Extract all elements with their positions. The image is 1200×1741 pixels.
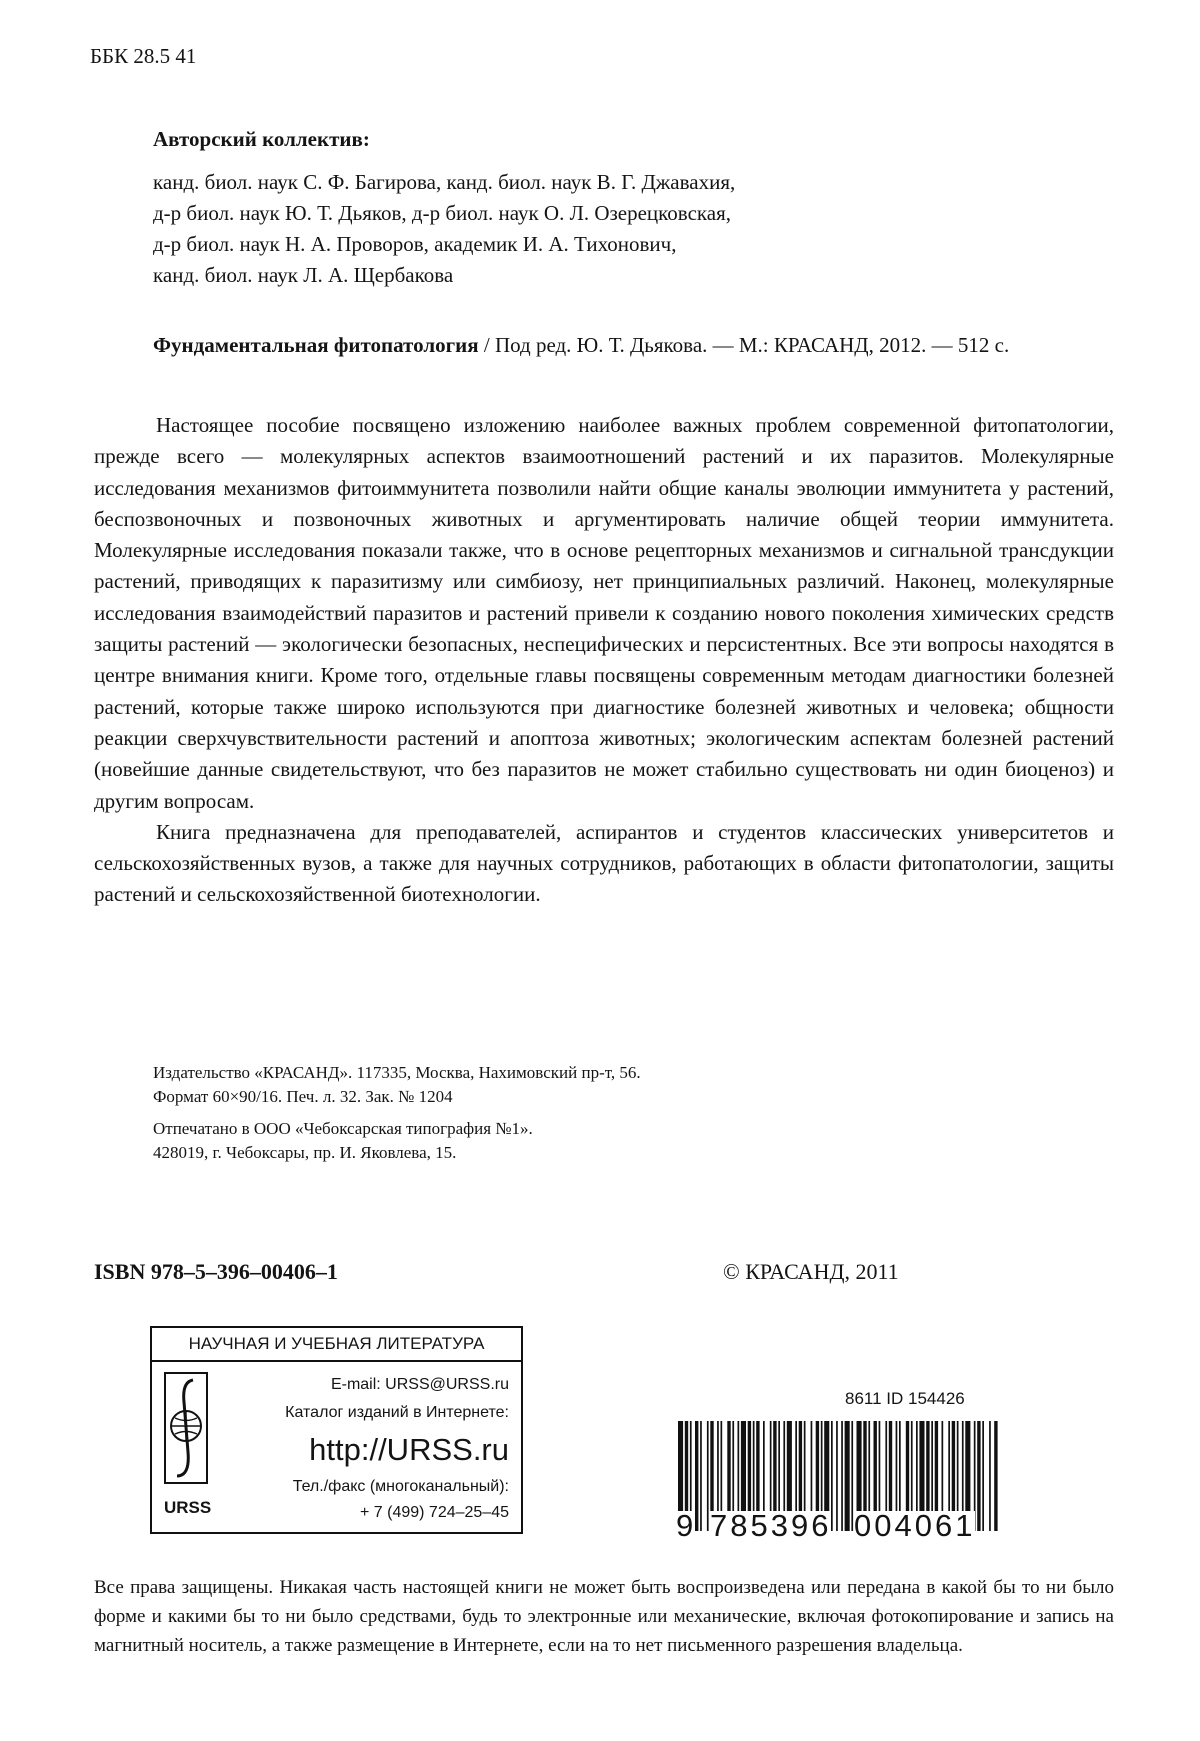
printing-house-address: 428019, г. Чебоксары, пр. И. Яковлева, 15. [153,1143,457,1162]
author-line: д-р биол. наук Н. А. Проворов, академик И. А. Тихонович, [153,232,677,256]
publisher-address: Издательство «КРАСАНД». 117335, Москва, Нахимовский пр-т, 56. [153,1063,641,1082]
author-line: канд. биол. наук Л. А. Щербакова [153,263,454,287]
authors-heading: Авторский коллектив: [153,127,370,151]
urss-info-box [150,1326,523,1534]
printing-house: Отпечатано в ООО «Чебоксарская типография №1». [153,1119,533,1138]
urss-box-heading: НАУЧНАЯ И УЧЕБНАЯ ЛИТЕРАТУРА [152,1328,521,1362]
urss-logo-text: URSS [164,1498,212,1517]
code-id: 8611 ID 154426 [845,1389,965,1408]
imprint [153,1061,953,1173]
urss-website: http://URSS.ru [309,1432,509,1467]
author-line: д-р биол. наук Ю. Т. Дьяков, д-р биол. наук О. Л. Озерецковская, [153,201,732,225]
barcode-left-digits: 785396 [710,1508,832,1543]
abstract-paragraph: Настоящее пособие посвящено изложению наиболее важных проблем современной фитопатологии, прежде всего — молекулярных аспектов взаимоотношений растений и их паразитов. Молекулярные исследования механизмов фитоиммунитета позволили найти общие каналы эволюции иммунитета у растений, беспозвоночных и позвоночных животных и аргументировать наличие общей теории иммунитета. Молекулярные исследования показали также, что в основе рецепторных механизмов и сигнальной трансдукции растений, приводящих к паразитизму или симбиозу, нет принципиальных различий. Наконец, молекулярные исследования взаимодействий паразитов и растений привели к созданию нового поколения химических средств защиты растений — экологически безопасных, неспецифических и персистентных. Все эти вопросы находятся в центре внимания книги. Кроме того, отдельные главы посвящены современным методам диагностики болезней растений, которые также широко используются при диагностике болезней животных и человека; общности реакции сверхчувствительности растений и апоптоза животных; экологическим аспектам болезней растений (новейшие данные свидетельствуют, что без паразитов не может стабильно существовать ни один биоценоз) и другим вопросам. [94,413,1114,813]
author-collective [153,124,1113,291]
abstract-paragraph: Книга предназначена для преподавателей, аспирантов и студентов классических университетов и сельскохозяйственных вузов, а также для научных сотрудников, работающих в области фитопатологии, защиты растений и сельскохозяйственной биотехнологии. [94,819,1114,907]
isbn: ISBN 978–5–396–00406–1 [94,1259,338,1284]
citation-details: / Под ред. Ю. Т. Дьякова. — М.: КРАСАНД, 2012. — 512 с. [478,333,1010,357]
rights-notice: Все права защищены. Никакая часть настоящей книги не может быть воспроизведена или передана в какой бы то ни было форме и какими бы то ни было средствами, будь то электронные или механические, включая фотокопирование и запись на магнитный носитель, а также размещение в Интернете, если на то нет письменного разрешения владельца. [94,1577,1114,1656]
urss-phone: + 7 (499) 724–25–45 [359,1504,509,1521]
author-line: канд. биол. наук С. Ф. Багирова, канд. биол. наук В. Г. Джавахия, [153,170,736,194]
abstract [94,410,1114,911]
barcode-first-digit: 9 [676,1508,694,1543]
barcode-digits [676,1508,1006,1543]
urss-email: E-mail: URSS@URSS.ru [330,1376,509,1393]
urss-catalog-label: Каталог изданий в Интернете: [285,1404,509,1421]
book-title: Фундаментальная фитопатология [153,333,479,357]
print-format: Формат 60×90/16. Печ. л. 32. Зак. № 1204 [153,1087,453,1106]
barcode-right-digits: 004061 [854,1508,976,1543]
urss-tel-label: Тел./факс (многоканальный): [292,1478,509,1495]
urss-logo-icon [164,1372,208,1484]
bibliographic-citation [153,330,1113,361]
bbk-code: ББК 28.5 41 [90,44,197,68]
copyright: © КРАСАНД, 2011 [723,1259,899,1284]
